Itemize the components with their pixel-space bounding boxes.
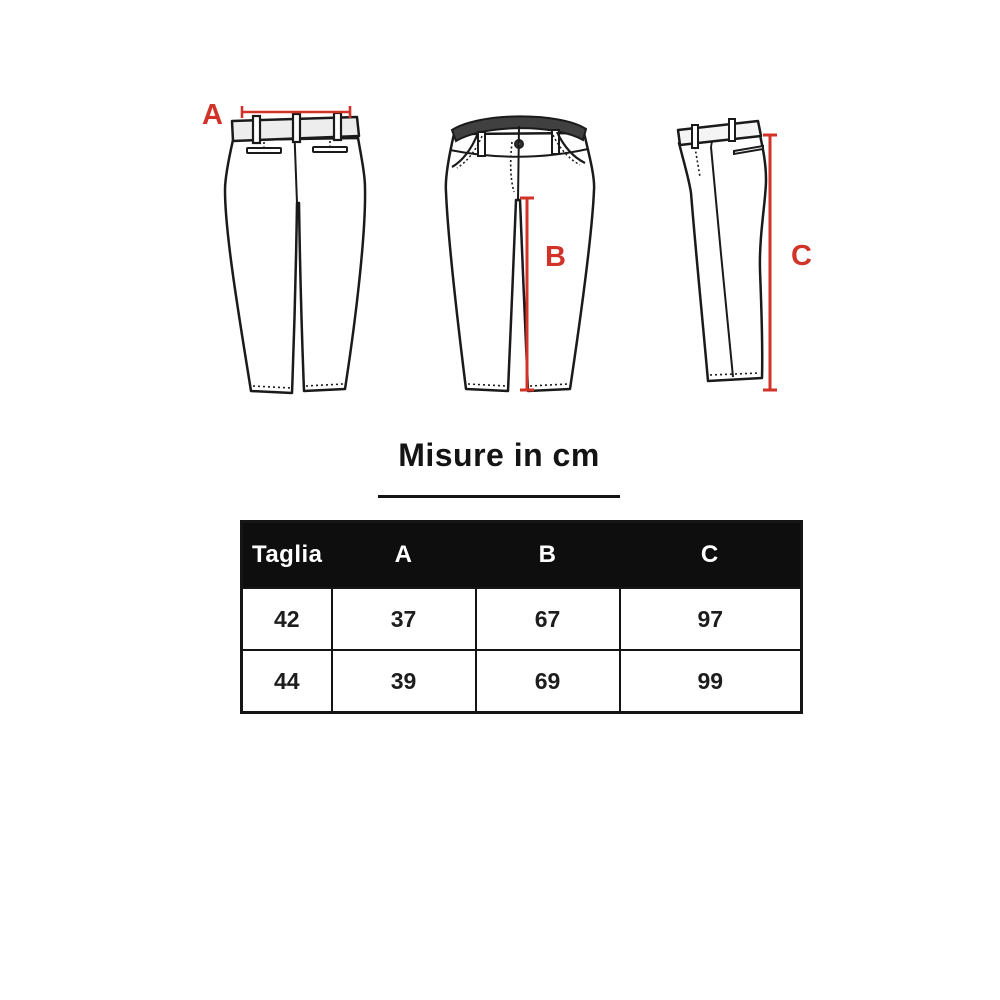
pants-back-view-illustration bbox=[220, 100, 370, 400]
measure-label-c: C bbox=[791, 240, 812, 272]
header-b: B bbox=[476, 522, 620, 589]
belt-loop bbox=[692, 125, 698, 148]
measure-label-a: A bbox=[202, 99, 223, 131]
cell-c: 99 bbox=[620, 650, 802, 713]
cell-taglia: 42 bbox=[242, 588, 332, 650]
size-table-header-row bbox=[242, 522, 802, 589]
table-row bbox=[242, 588, 802, 650]
pants-body bbox=[446, 133, 594, 391]
belt-loop bbox=[253, 116, 260, 143]
size-table bbox=[240, 520, 803, 714]
title-underline bbox=[378, 495, 620, 498]
cell-c: 97 bbox=[620, 588, 802, 650]
belt-loop bbox=[293, 114, 300, 142]
header-taglia: Taglia bbox=[242, 522, 332, 589]
pants-side-view-illustration bbox=[665, 105, 780, 395]
table-row bbox=[242, 650, 802, 713]
pants-front-view-illustration bbox=[440, 100, 600, 400]
belt-loop bbox=[729, 119, 735, 141]
measure-label-b: B bbox=[545, 241, 566, 273]
belt-loop bbox=[478, 132, 485, 156]
cell-a: 39 bbox=[332, 650, 476, 713]
header-c: C bbox=[620, 522, 802, 589]
size-chart-title: Misure in cm bbox=[398, 437, 600, 473]
belt-loop bbox=[334, 113, 341, 140]
header-a: A bbox=[332, 522, 476, 589]
pants-body bbox=[679, 135, 766, 381]
cell-a: 37 bbox=[332, 588, 476, 650]
cell-taglia: 44 bbox=[242, 650, 332, 713]
back-pocket-left bbox=[247, 148, 281, 153]
cell-b: 69 bbox=[476, 650, 620, 713]
center-front-seam bbox=[518, 126, 519, 200]
cell-b: 67 bbox=[476, 588, 620, 650]
back-pocket-right bbox=[313, 147, 347, 152]
